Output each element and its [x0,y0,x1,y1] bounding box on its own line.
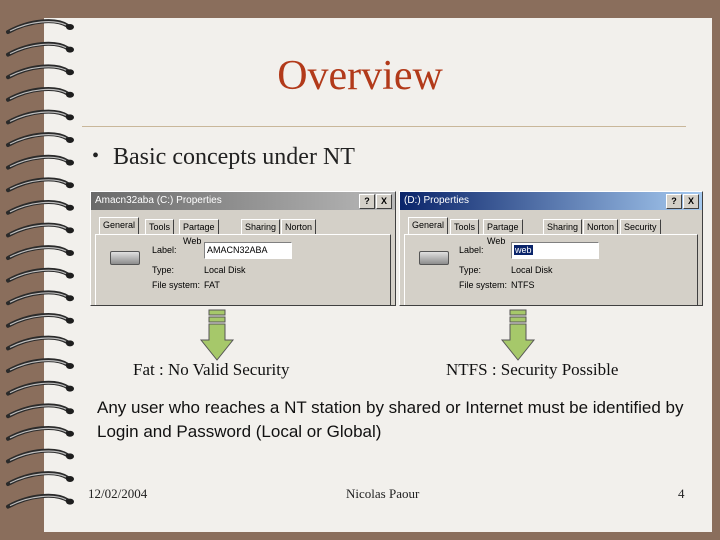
help-button[interactable]: ? [666,194,682,209]
tab-norton[interactable]: Norton [583,219,618,234]
binding-hole [66,499,74,505]
footer-author: Nicolas Paour [346,486,420,501]
hard-drive-icon [419,251,449,265]
binding-hole [66,318,74,324]
close-button[interactable]: X [376,194,392,209]
bullet-item [92,144,355,171]
binding-hole [66,250,74,256]
binding-hole [66,114,74,120]
tab-partage-web[interactable]: Partage Web [483,219,523,234]
title-divider [82,126,686,127]
close-button[interactable]: X [683,194,699,209]
binding-hole [66,431,74,437]
type-value: Local Disk [204,265,246,275]
binding-hole [66,476,74,482]
binding-hole [66,386,74,392]
dialog-title-bar [91,192,395,210]
tab-general[interactable]: General [408,217,448,234]
caption-ntfs: NTFS : Security Possible [446,360,619,379]
binding-hole [66,408,74,414]
file-system-caption: File system: [152,280,201,290]
label-input[interactable] [511,242,599,259]
binding-hole [66,295,74,301]
binding-hole [66,273,74,279]
type-caption: Type: [152,265,175,275]
binding-hole [66,227,74,233]
dialog-title: (D:) Properties [404,195,470,206]
tab-norton[interactable]: Norton [281,219,316,234]
label-input[interactable]: AMACN32ABA [204,242,292,259]
tab-security[interactable]: Security [620,219,661,234]
down-arrow-right-icon [500,308,536,362]
caption-fat: Fat : No Valid Security [133,360,290,379]
footer-date: 12/02/2004 [88,486,148,501]
tab-general[interactable]: General [99,217,139,234]
tab-sharing[interactable]: Sharing [543,219,582,234]
binding-hole [66,340,74,346]
dialog-title: Amacn32aba (C:) Properties [95,195,222,206]
general-panel [95,234,391,305]
footer-page-number: 4 [678,486,685,501]
tab-tools[interactable]: Tools [145,219,174,234]
binding-hole [66,205,74,211]
binding-hole [66,453,74,459]
down-arrow-left-icon [199,308,235,362]
tab-partage-web[interactable]: Partage Web [179,219,219,234]
binding-hole [66,160,74,166]
bullet-dot-icon: • [92,145,100,167]
type-value: Local Disk [511,265,553,275]
label-input-value: web [515,245,532,255]
label-caption: Label: [152,245,177,255]
tab-sharing[interactable]: Sharing [241,219,280,234]
bullet-text: Basic concepts under NT [113,144,355,170]
file-system-caption: File system: [459,280,508,290]
body-text: Any user who reaches a NT station by shared or Internet must be identified by Login and Password (Local or Global) [97,398,684,441]
slide-title: Overview [277,53,443,99]
binding-hole [66,182,74,188]
tab-tools[interactable]: Tools [450,219,479,234]
help-button[interactable]: ? [359,194,375,209]
properties-dialog-fat [90,191,396,306]
file-system-value: FAT [204,280,220,290]
binding-hole [66,137,74,143]
hard-drive-icon [110,251,140,265]
binding-hole [66,363,74,369]
file-system-value: NTFS [511,280,535,290]
label-caption: Label: [459,245,484,255]
binding-hole [66,24,74,30]
type-caption: Type: [459,265,482,275]
properties-dialog-ntfs [399,191,703,306]
general-panel [404,234,698,305]
dialog-title-bar [400,192,702,210]
